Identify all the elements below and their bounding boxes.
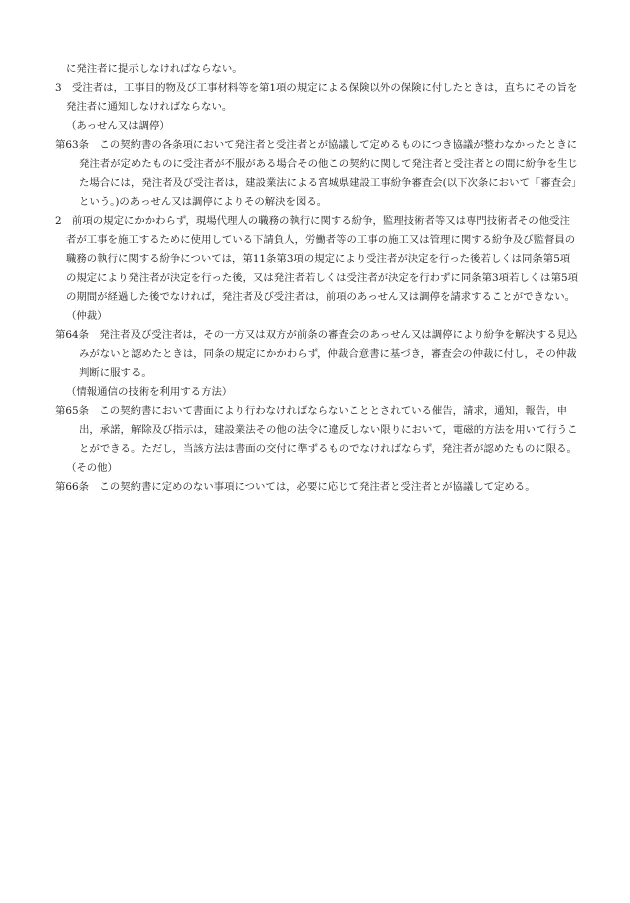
article-63: 第63条 この契約書の各条項において発注者と受注者とが協議して定めるものにつき協議が整わなかったときに発注者が定めたものに受注者が不服がある場合その他この契約に関して発注者と受注者との間に紛争を生じた場合には，発注者及び受注者は，建設業法による宮城県建設工事紛争審査会(以下次条において「審査会」という。)のあっせん又は調停によりその解決を図る。 — [55, 139, 578, 208]
heading-other: （その他） — [66, 462, 118, 474]
clause-3: 3 受注者は，工事目的物及び工事材料等を第1項の規定による保険以外の保険に付したときは，直ちにその旨を発注者に通知しなければならない。 — [55, 82, 578, 113]
heading-mediation: （あっせん又は調停） — [66, 120, 170, 132]
article-66: 第66条 この契約書に定めのない事項については，必要に応じて発注者と受注者とが協議して定める。 — [55, 481, 536, 493]
article-63-clause-2: 2 前項の規定にかかわらず，現場代理人の職務の執行に関する紛争，監理技術者等又は専門技術者その他受注者が工事を施工するために使用している下請負人，労働者等の工事の施工又は管理に関する紛争及び監督員の職務の執行に関する紛争については，第11条第3項の規定により受注者が決定を行った後若しくは同条第5項の規定により発注者が決定を行った後，又は発注者若しくは受注者が決定を行わずに同条第3項若しくは第5項の期間が経過した後でなければ，発注者及び受注者は，前項のあっせん又は調停を請求することができない。 — [55, 215, 578, 303]
document-body — [55, 60, 580, 497]
article-65: 第65条 この契約書において書面により行わなければならないこととされている催告，請求，通知，報告，申出，承諾，解除及び指示は，建設業法その他の法令に違反しない限りにおいて，電磁的方法を用いて行うことができる。ただし，当該方法は書面の交付に準ずるものでなければならず，発注者が認めたものに限る。 — [55, 405, 578, 455]
paragraph-continuation: に発注者に提示しなければならない。 — [66, 63, 243, 75]
article-64: 第64条 発注者及び受注者は，その一方又は双方が前条の審査会のあっせん又は調停により紛争を解決する見込みがないと認めたときは，同条の規定にかかわらず，仲裁合意書に基づき，審査会の仲裁に付し，その仲裁判断に服する。 — [55, 329, 578, 379]
heading-arbitration: （仲裁） — [66, 310, 108, 322]
heading-ict-method: （情報通信の技術を利用する方法） — [66, 386, 233, 398]
